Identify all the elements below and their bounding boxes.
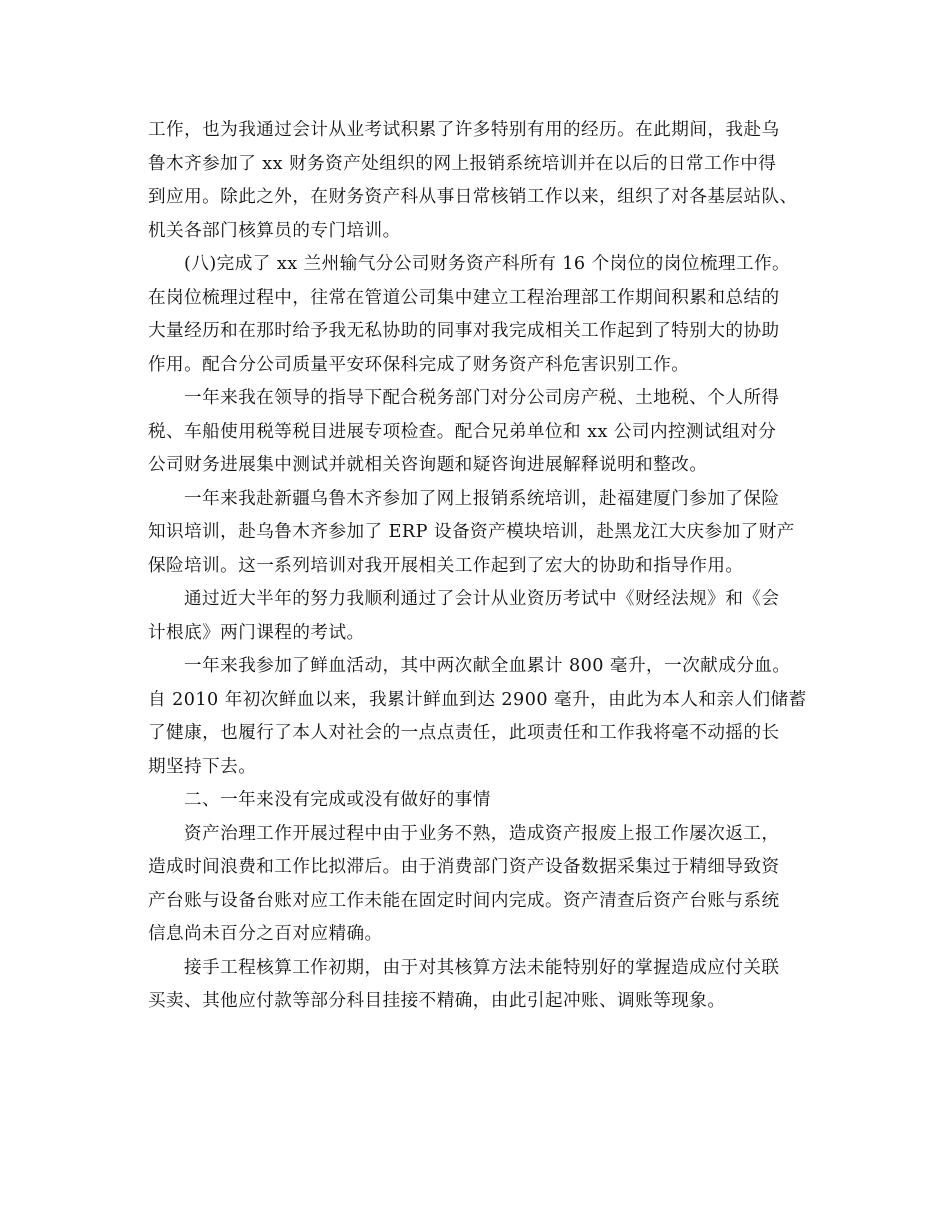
text-line: 保险培训。这一系列培训对我开展相关工作起到了宏大的协助和指导作用。 [148,555,744,576]
document-body [148,114,808,1019]
text-line: 信息尚未百分之百对应精确。 [148,924,383,944]
text-line: 自 2010 年初次鲜血以来，我累计鲜血到达 2900 毫升，由此为本人和亲人们储蓄 [148,689,807,710]
text-line: 了健康，也履行了本人对社会的一点点责任，此项责任和工作我将毫不动摇的长 [148,723,780,743]
text-line: 在岗位梳理过程中，往常在管道公司集中建立工程治理部工作期间积累和总结的 [148,287,780,308]
text-line: 计根底》两门课程的考试。 [148,622,365,643]
text-line: 到应用。除此之外，在财务资产科从事日常核销工作以来，组织了对各基层站队、 [148,187,798,207]
text-line: 税、车船使用税等税目进展专项检查。配合兄弟单位和 xx 公司内控测试组对分 [148,421,777,442]
text-line: 产台账与设备台账对应工作未能在固定时间内完成。资产清查后资产台账与系统 [148,890,780,911]
text-line: 接手工程核算工作初期，由于对其核算方法未能特别好的掌握造成应付关联 [184,957,780,978]
text-line: 期坚持下去。 [148,756,257,777]
text-line: 大量经历和在那时给予我无私协助的同事对我完成相关工作起到了特别大的协助 [148,321,780,341]
text-line: 机关各部门核算员的专门培训。 [148,220,401,241]
text-line: 二、一年来没有完成或没有做好的事情 [184,790,491,810]
text-line: 作用。配合分公司质量平安环保科完成了财务资产科危害识别工作。 [148,354,690,375]
text-line: 一年来我在领导的指导下配合税务部门对分公司房产税、土地税、个人所得 [184,388,780,408]
text-line: 公司财务进展集中测试并就相关咨询题和疑咨询进展解释说明和整改。 [148,455,708,475]
text-line: 一年来我赴新疆乌鲁木齐参加了网上报销系统培训，赴福建厦门参加了保险 [184,488,780,509]
text-line: 鲁木齐参加了 xx 财务资产处组织的网上报销系统培训并在以后的日常工作中得 [148,153,777,174]
text-line: (八)完成了 xx 兰州输气分公司财务资产科所有 16 个岗位的岗位梳理工作。 [184,254,791,274]
text-line: 买卖、其他应付款等部分科目挂接不精确，由此引起冲账、调账等现象。 [148,991,726,1011]
text-line: 资产治理工作开展过程中由于业务不熟，造成资产报废上报工作屡次返工， [184,823,780,844]
text-line: 知识培训，赴乌鲁木齐参加了 ERP 设备资产模块培训，赴黑龙江大庆参加了财产 [148,522,795,542]
text-line: 通过近大半年的努力我顺利通过了会计从业资历考试中《财经法规》和《会 [184,589,780,609]
text-line: 一年来我参加了鲜血活动，其中两次献全血累计 800 毫升，一次献成分血。 [184,656,791,676]
text-line: 造成时间浪费和工作比拟滞后。由于消费部门资产设备数据采集过于精细导致资 [148,857,780,877]
text-line: 工作，也为我通过会计从业考试积累了许多特别有用的经历。在此期间，我赴乌 [148,120,780,140]
